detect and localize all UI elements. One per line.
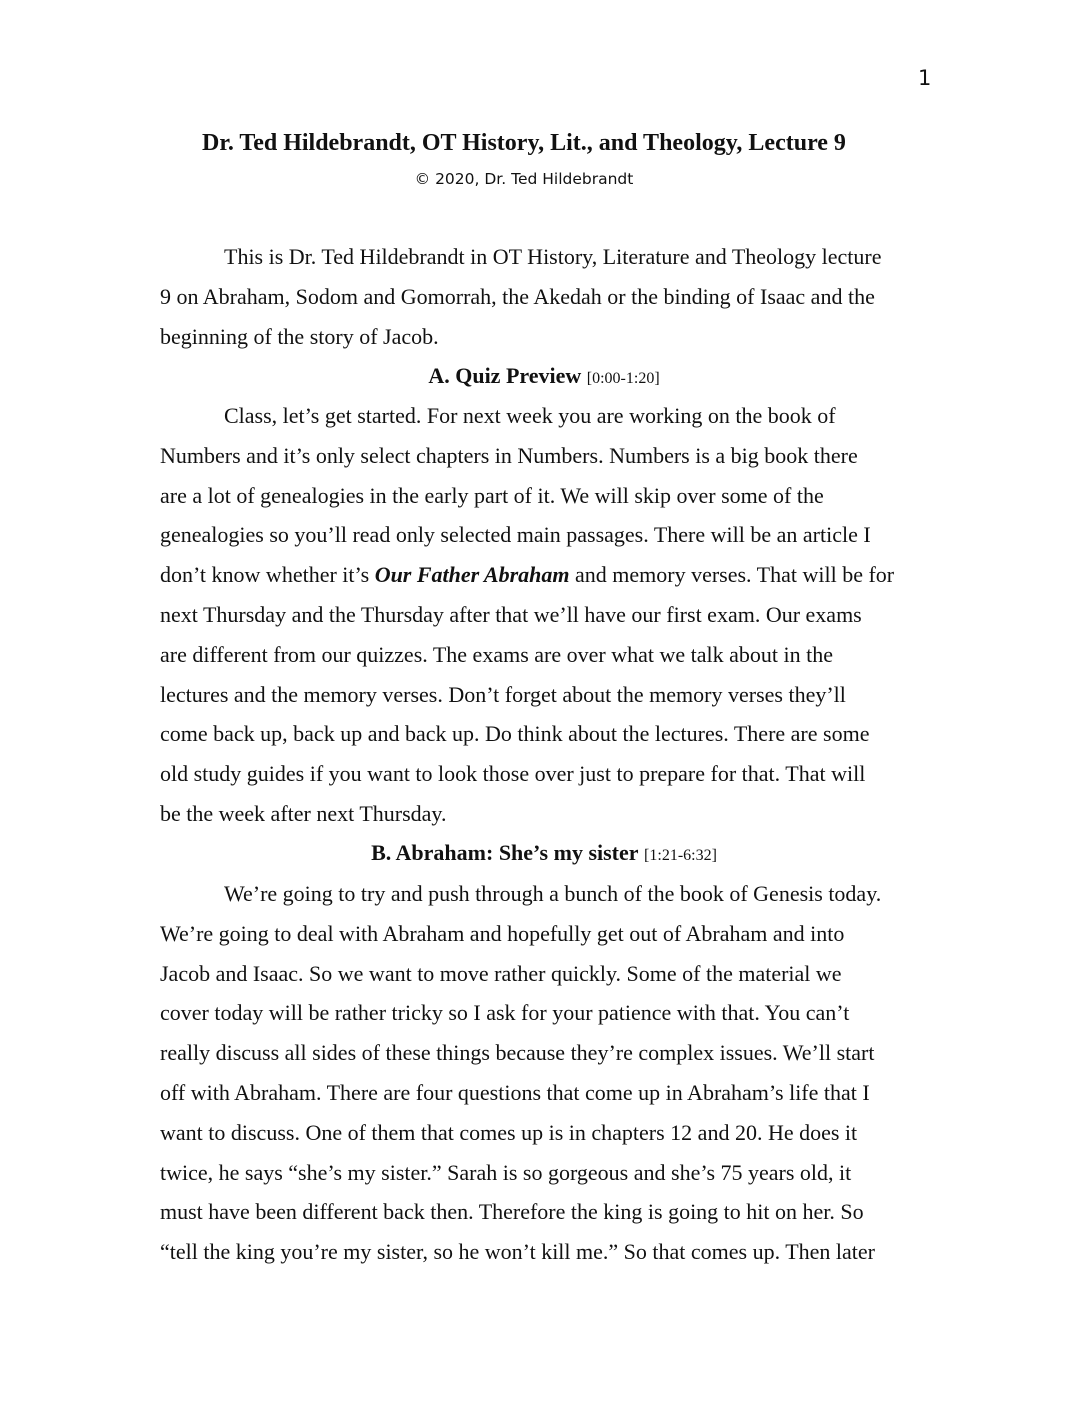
section-timestamp: [1:21-6:32] [644,847,717,864]
paragraph-line: We’re going to deal with Abraham and hopefully get out of Abraham and into [160,920,845,946]
document-title: Dr. Ted Hildebrandt, OT History, Lit., and Theology, Lecture 9 [202,130,846,156]
section-heading-label: B. Abraham: She’s my sister [371,840,639,865]
paragraph-line: are different from our quizzes. The exams are over what we talk about in the [160,641,833,667]
paragraph-line-with-title [160,555,928,595]
paragraph-line: come back up, back up and back up. Do think about the lectures. There are some [160,721,870,747]
section-heading-label: A. Quiz Preview [428,363,582,388]
paragraph-line: 9 on Abraham, Sodom and Gomorrah, the Akedah or the binding of Isaac and the [160,283,875,309]
paragraph-line: lectures and the memory verses. Don’t forget about the memory verses they’ll [160,681,846,707]
paragraph-line: are a lot of genealogies in the early part of it. We will skip over some of the [160,482,824,508]
paragraph-line: off with Abraham. There are four questions that come up in Abraham’s life that I [160,1079,870,1105]
paragraph-line: Numbers and it’s only select chapters in Numbers. Numbers is a big book there [160,442,858,468]
paragraph-line: twice, he says “she’s my sister.” Sarah is so gorgeous and she’s 75 years old, it [160,1159,852,1185]
paragraph-line: really discuss all sides of these things because they’re complex issues. We’ll start [160,1040,875,1066]
paragraph-line: Jacob and Isaac. So we want to move rather quickly. Some of the material we [160,960,842,986]
copyright-line: © 2020, Dr. Ted Hildebrandt [414,170,634,188]
section-timestamp: [0:00-1:20] [586,370,660,387]
paragraph-line: must have been different back then. Therefore the king is going to hit on her. So [160,1199,864,1225]
paragraph-line: be the week after next Thursday. [160,800,447,826]
section-heading-quiz-preview [0,361,1088,394]
page-number: 1 [918,66,932,90]
paragraph-line: We’re going to try and push through a bunch of the book of Genesis today. [224,881,882,906]
paragraph-line: “tell the king you’re my sister, so he won’t kill me.” So that comes up. Then later [160,1239,875,1265]
paragraph-line: next Thursday and the Thursday after that we’ll have our first exam. Our exams [160,601,862,627]
intro-paragraph [160,237,928,356]
line-text: don’t know whether it’s [160,562,375,588]
paragraph-line: want to discuss. One of them that comes up is in chapters 12 and 20. He does it [160,1119,858,1145]
paragraph-line: cover today will be rather tricky so I ask for your patience with that. You can’t [160,1000,850,1026]
book-title: Our Father Abraham [374,562,570,588]
paragraph-line: beginning of the story of Jacob. [160,323,439,349]
paragraph-line: genealogies so you’ll read only selected main passages. There will be an article I [160,522,871,548]
paragraph-line: This is Dr. Ted Hildebrandt in OT History, Literature and Theology lecture [224,244,882,269]
line-text: and memory verses. That will be for [569,562,895,588]
section-heading-abraham-sister [0,838,1088,871]
quiz-preview-paragraph [160,396,928,834]
paragraph-line: old study guides if you want to look those over just to prepare for that. That will [160,761,866,787]
abraham-sister-paragraph [160,874,928,1272]
paragraph-line: Class, let’s get started. For next week you are working on the book of [224,403,836,428]
